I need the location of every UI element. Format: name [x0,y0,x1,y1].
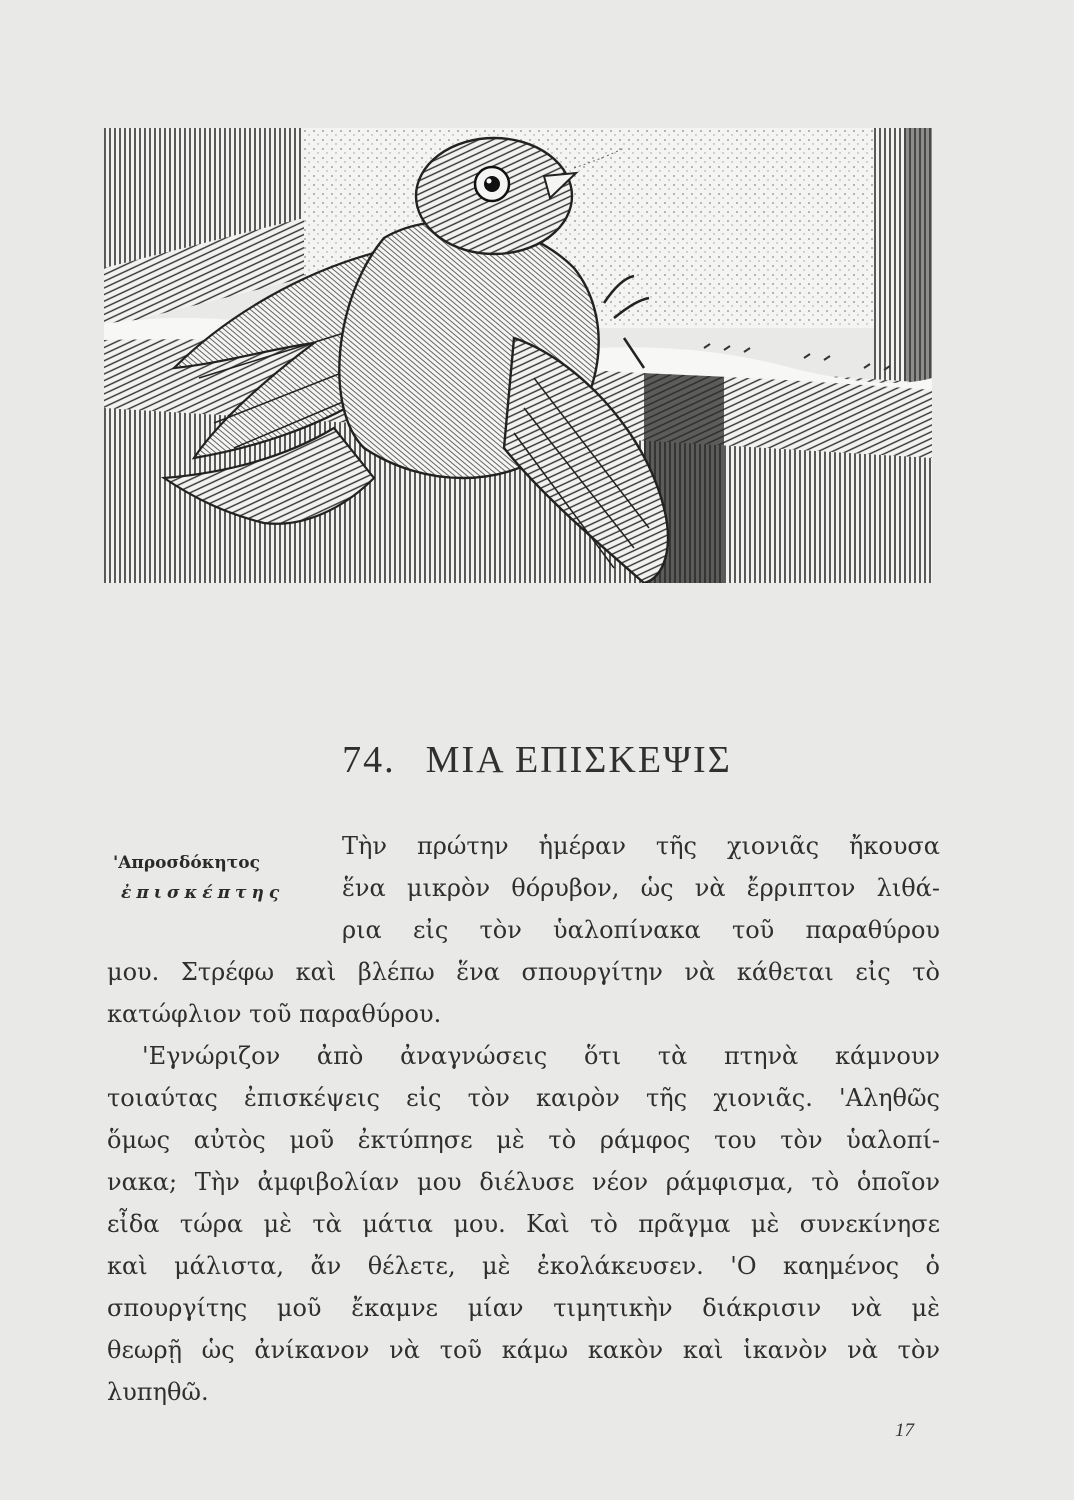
text-line: νακα; Τὴν ἀμφιβολίαν μου διέλυσε νέον ράμφισμα, τὸ ὁποῖον [107,1168,940,1196]
marginal-note [113,848,323,908]
text-line: ἕνα μικρὸν θόρυβον, ὡς νὰ ἔρριπτον λιθά- [342,874,940,902]
chapter-heading: ΜΙΑ ΕΠΙΣΚΕΨΙΣ [425,739,732,781]
text-line: Τὴν πρώτην ἡμέραν τῆς χιονιᾶς ἤκουσα [342,832,940,860]
text-line: εἶδα τώρα μὲ τὰ μάτια μου. Καὶ τὸ πρᾶγμα μὲ συνεκίνησε [107,1210,940,1238]
page-number: 17 [895,1420,914,1441]
text-line: κατώφλιον τοῦ παραθύρου. [107,1000,442,1028]
text-line: σπουργίτης μοῦ ἔκαμνε μίαν τιμητικὴν διάκρισιν νὰ μὲ [107,1294,940,1322]
chapter-title [0,738,1074,782]
chapter-number: 74. [342,739,396,781]
text-line: ρια εἰς τὸν ὑαλοπίνακα τοῦ παραθύρου [342,916,940,944]
marginal-note-line1: 'Απροσδόκητος [113,853,260,873]
text-line: καὶ μάλιστα, ἄν θέλετε, μὲ ἐκολάκευσεν. 'Ο καημένος ὁ [107,1252,940,1280]
text-line: θεωρῇ ὡς ἀνίκανον νὰ τοῦ κάμω κακὸν καὶ ἱκανὸν νὰ τὸν [107,1336,940,1364]
text-line: λυπηθῶ. [107,1378,209,1406]
text-line: ὅμως αὐτὸς μοῦ ἐκτύπησε μὲ τὸ ράμφος του τὸν ὑαλοπί- [107,1126,940,1154]
sparrow-illustration [104,128,932,583]
text-line: μου. Στρέφω καὶ βλέπω ἕνα σπουργίτην νὰ κάθεται εἰς τὸ [107,958,940,986]
marginal-note-line2: ἐπισκέπτης [121,883,285,903]
text-line: τοιαύτας ἐπισκέψεις εἰς τὸν καιρὸν τῆς χιονιᾶς. 'Αληθῶς [107,1084,940,1112]
text-line: 'Εγνώριζον ἀπὸ ἀναγνώσεις ὅτι τὰ πτηνὰ κάμνουν [142,1042,940,1070]
